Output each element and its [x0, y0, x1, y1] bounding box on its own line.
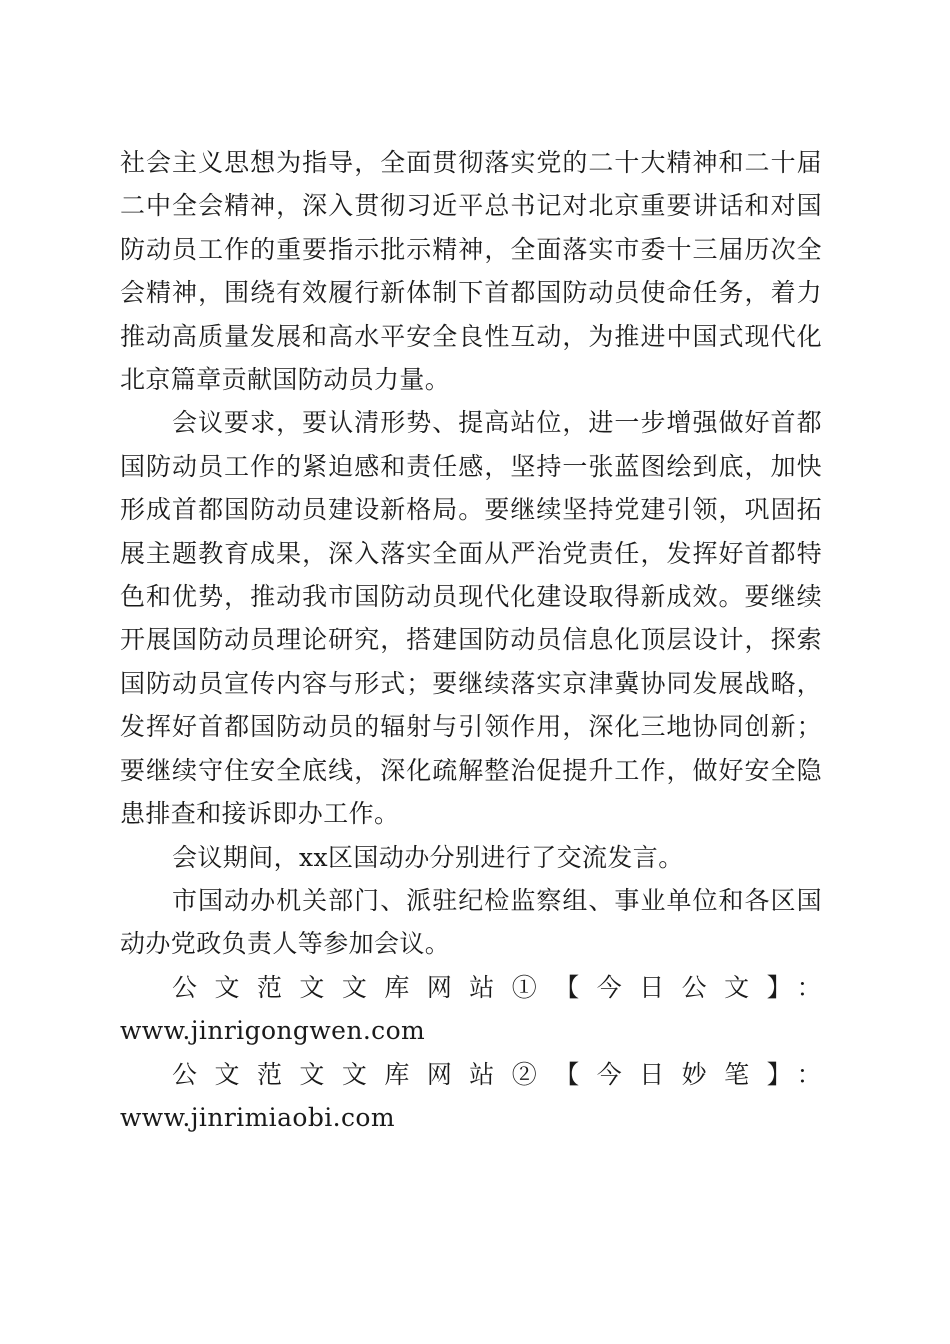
paragraph-attendees: 市国动办机关部门、派驻纪检监察组、事业单位和各区国动办党政负责人等参加会议。: [120, 885, 822, 959]
website-reference-1: [120, 966, 822, 1053]
website-1-url: www.jinrigongwen.com: [120, 1016, 426, 1046]
paragraph-meeting-exchange: 会议期间，xx区国动办分别进行了交流发言。: [172, 842, 684, 872]
paragraph-meeting-requirements: 会议要求，要认清形势、提高站位，进一步增强做好首都国防动员工作的紧迫感和责任感，坚持一张蓝图绘到底，加快形成首都国防动员建设新格局。要继续坚持党建引领，巩固拓展主题教育成果，深入落实全面从严治党责任，发挥好首都特色和优势，推动我市国防动员现代化建设取得新成效。要继续开展国防动员理论研究，搭建国防动员信息化顶层设计，探索国防动员宣传内容与形式；要继续落实京津冀协同发展战略，发挥好首都国防动员的辐射与引领作用，深化三地协同创新；要继续守住安全底线，深化疏解整治促提升工作，做好安全隐患排查和接诉即办工作。: [120, 408, 822, 829]
website-reference-2: 公文范文文库网站②【今日妙笔】：www.jinrimiaobi.com: [120, 1059, 822, 1132]
paragraph-guiding-thought: 社会主义思想为指导，全面贯彻落实党的二十大精神和二十届二中全会精神，深入贯彻习近平总书记对北京重要讲话和对国防动员工作的重要指示批示精神，全面落实市委十三届历次全会精神，围绕有效履行新体制下首都国防动员使命任务，着力推动高质量发展和高水平安全良性互动，为推进中国式现代化北京篇章贡献国防动员力量。: [120, 148, 822, 395]
document-body: [120, 141, 822, 1139]
website-1-label: 公文范文文库网站①【今日公文】：: [172, 972, 822, 1002]
